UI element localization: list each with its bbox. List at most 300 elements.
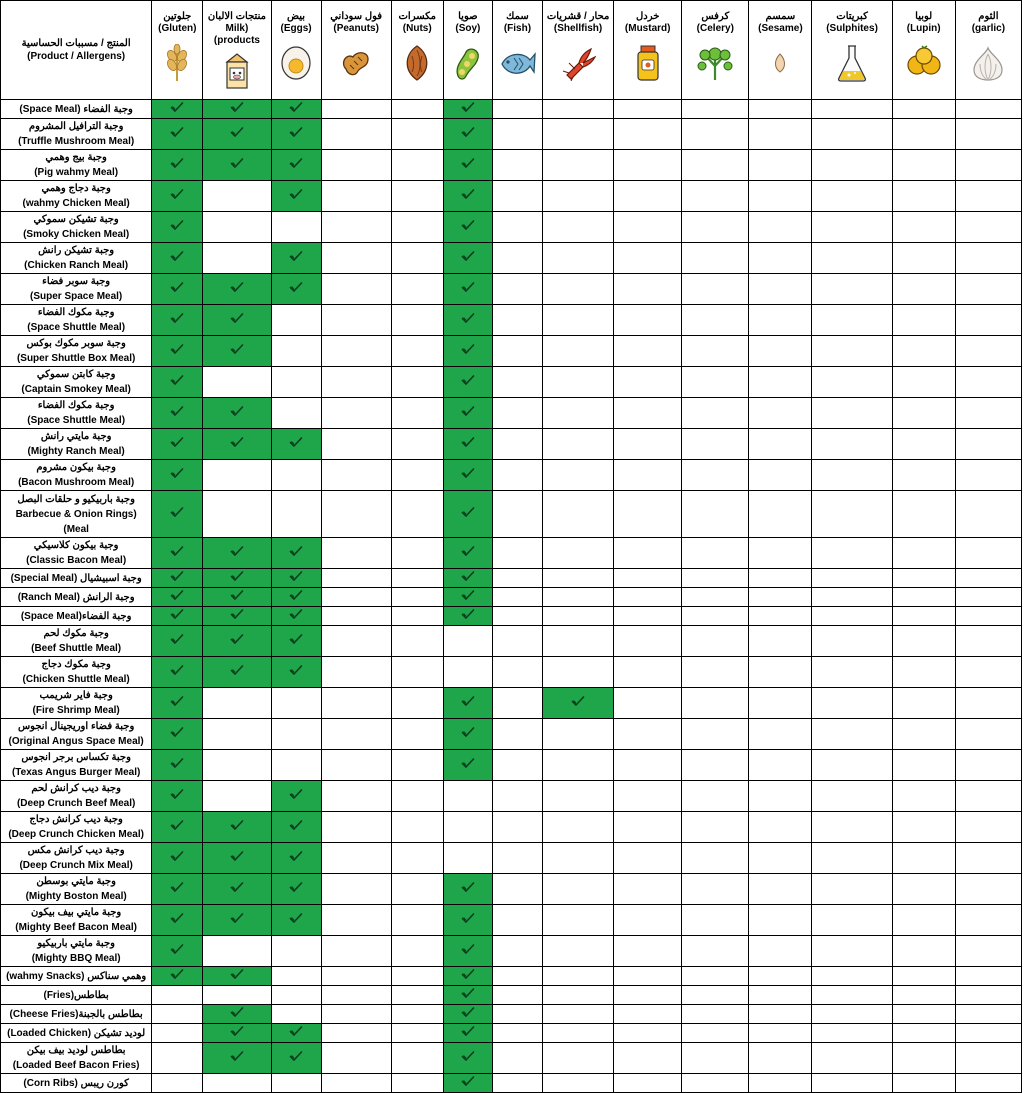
allergen-cell-fish [492,607,542,626]
allergen-cell-fish [492,1024,542,1043]
product-name-cell [1,588,152,607]
product-allergens-header [1,1,152,100]
allergen-cell-soy [443,688,492,719]
allergen-cell-peanuts [321,688,391,719]
allergen-cell-soy [443,336,492,367]
allergen-cell-soy [443,719,492,750]
allergen-cell-fish [492,812,542,843]
allergen-cell-sesame [749,1043,812,1074]
checkmark-icon [461,373,475,391]
allergen-cell-mustard [614,367,682,398]
allergen-header-fish [492,1,542,100]
allergen-cell-nuts [391,429,443,460]
product-name-line: وجبة فاير شريمب [39,690,113,701]
allergen-cell-milk [203,538,271,569]
allergen-cell-gluten [152,150,203,181]
product-name-line: (Truffle Mushroom Meal) [18,136,135,147]
allergen-cell-shellfish [543,367,614,398]
product-name-line: (Deep Crunch Beef Meal) [16,798,136,809]
allergen-cell-fish [492,119,542,150]
allergen-cell-milk [203,1043,271,1074]
allergen-cell-milk [203,967,271,986]
allergen-cell-lupin [892,967,955,986]
table-row [1,657,1022,688]
allergen-cell-soy [443,1074,492,1093]
allergen-cell-milk [203,588,271,607]
product-name-line: وجبة مكوك الفضاء [37,307,115,318]
allergen-cell-nuts [391,781,443,812]
allergen-cell-sesame [749,588,812,607]
allergen-cell-milk [203,429,271,460]
allergen-cell-milk [203,812,271,843]
allergen-cell-soy [443,967,492,986]
allergen-cell-milk [203,688,271,719]
allergen-header-milk [203,1,271,100]
product-name-line: وجبة مايتي بوسطن [36,876,116,887]
allergen-cell-nuts [391,626,443,657]
allergen-cell-sulphites [812,874,892,905]
allergen-cell-garlic [955,588,1021,607]
table-row [1,305,1022,336]
product-name-line: وجبة دجاج وهمي [41,183,111,194]
allergen-cell-lupin [892,688,955,719]
allergen-cell-eggs [271,936,321,967]
checkmark-icon [230,435,244,453]
allergen-cell-gluten [152,657,203,688]
allergen-cell-gluten [152,569,203,588]
product-name-line: (Fire Shrimp Meal) [32,705,120,716]
allergen-cell-peanuts [321,812,391,843]
product-name-line: (Chicken Ranch Meal) [24,260,129,271]
allergen-cell-celery [682,874,749,905]
checkmark-icon [461,156,475,174]
table-row [1,569,1022,588]
checkmark-icon [289,607,303,625]
allergen-cell-garlic [955,243,1021,274]
checkmark-icon [230,1049,244,1067]
product-name-line: وجبة بيج وهمي [45,152,107,163]
allergen-cell-lupin [892,905,955,936]
checkmark-icon [461,607,475,625]
allergen-cell-soy [443,212,492,243]
checkmark-icon [170,849,184,867]
allergen-cell-fish [492,588,542,607]
allergen-cell-gluten [152,212,203,243]
allergen-cell-celery [682,688,749,719]
product-name-cell [1,986,152,1005]
allergen-cell-milk [203,986,271,1005]
allergen-cell-mustard [614,150,682,181]
allergen-cell-eggs [271,212,321,243]
checkmark-icon [461,311,475,329]
allergen-cell-sesame [749,843,812,874]
allergen-cell-nuts [391,336,443,367]
product-name-line: وجبة مكوك لحم [43,628,109,639]
allergen-cell-sesame [749,905,812,936]
allergen-cell-eggs [271,750,321,781]
allergen-cell-gluten [152,491,203,538]
product-name-cell [1,626,152,657]
table-row [1,843,1022,874]
allergen-cell-eggs [271,398,321,429]
product-name-line: (Texas Angus Burger Meal) [11,767,141,778]
allergen-cell-peanuts [321,181,391,212]
allergen-cell-sulphites [812,781,892,812]
allergen-cell-eggs [271,150,321,181]
allergen-cell-nuts [391,967,443,986]
product-name-line: وجبة سوبر مكوك بوكس [26,338,126,349]
product-name-line: (Meal [63,523,89,535]
allergen-cell-fish [492,460,542,491]
allergen-cell-peanuts [321,986,391,1005]
allergen-cell-lupin [892,460,955,491]
allergen-cell-peanuts [321,1074,391,1093]
allergen-cell-mustard [614,843,682,874]
allergen-cell-soy [443,491,492,538]
allergen-cell-mustard [614,538,682,569]
checkmark-icon [170,404,184,422]
allergen-cell-shellfish [543,843,614,874]
checkmark-icon [230,849,244,867]
allergen-cell-gluten [152,305,203,336]
allergen-cell-peanuts [321,538,391,569]
product-name-cell [1,750,152,781]
table-row [1,119,1022,150]
allergen-cell-celery [682,569,749,588]
peanut-icon [334,43,378,83]
soybean-icon [446,43,490,83]
allergen-cell-mustard [614,812,682,843]
allergen-cell-milk [203,305,271,336]
allergen-cell-sulphites [812,657,892,688]
allergen-cell-soy [443,119,492,150]
allergen-cell-sesame [749,812,812,843]
allergen-cell-soy [443,750,492,781]
allergen-cell-garlic [955,750,1021,781]
allergen-cell-mustard [614,212,682,243]
allergen-cell-sulphites [812,1024,892,1043]
egg-icon [274,43,318,83]
product-name-cell [1,181,152,212]
allergen-cell-eggs [271,986,321,1005]
checkmark-icon [230,311,244,329]
allergen-cell-fish [492,719,542,750]
allergen-cell-nuts [391,100,443,119]
product-name-cell [1,719,152,750]
product-name-line: (Deep Crunch Mix Meal) [19,860,133,871]
table-row [1,243,1022,274]
allergen-cell-celery [682,967,749,986]
allergen-cell-lupin [892,626,955,657]
allergen-cell-fish [492,905,542,936]
allergen-cell-soy [443,569,492,588]
checkmark-icon [461,756,475,774]
allergen-cell-celery [682,986,749,1005]
checkmark-icon [230,632,244,650]
allergen-cell-celery [682,1005,749,1024]
table-row [1,460,1022,491]
allergen-cell-shellfish [543,491,614,538]
allergen-cell-nuts [391,398,443,429]
allergen-name-arabic: محار / قشريات [546,11,610,22]
checkmark-icon [170,280,184,298]
allergen-cell-lupin [892,212,955,243]
allergen-cell-fish [492,398,542,429]
allergen-cell-nuts [391,274,443,305]
table-row [1,429,1022,460]
product-name-line: (Smoky Chicken Meal) [23,229,130,240]
allergen-cell-shellfish [543,936,614,967]
allergen-cell-peanuts [321,626,391,657]
allergen-name-english: (Soy) [455,23,481,34]
allergen-cell-peanuts [321,936,391,967]
allergen-cell-nuts [391,1074,443,1093]
product-name-line: (Space Shuttle Meal) [27,415,126,426]
allergen-cell-celery [682,750,749,781]
checkmark-icon [289,1024,303,1042]
product-name-cell [1,100,152,119]
table-row [1,626,1022,657]
checkmark-icon [289,849,303,867]
allergen-cell-shellfish [543,460,614,491]
allergen-cell-sulphites [812,843,892,874]
allergen-cell-sesame [749,607,812,626]
allergen-cell-sulphites [812,688,892,719]
allergen-cell-soy [443,398,492,429]
allergen-cell-sesame [749,986,812,1005]
product-name-line: (Mighty Boston Meal) [25,891,127,902]
allergen-cell-gluten [152,588,203,607]
allergen-cell-eggs [271,336,321,367]
allergen-cell-celery [682,607,749,626]
allergen-name-english: (Fish) [503,23,532,34]
table-row [1,1074,1022,1093]
allergen-cell-celery [682,843,749,874]
allergen-cell-eggs [271,607,321,626]
checkmark-icon [289,156,303,174]
product-name-line: (Mighty BBQ Meal) [31,953,121,964]
product-name-line: (Bacon Mushroom Meal) [18,477,135,488]
allergen-cell-soy [443,607,492,626]
allergen-cell-garlic [955,1043,1021,1074]
product-name-line: وجبة تشيكن رانش [38,245,115,256]
allergen-cell-nuts [391,1005,443,1024]
allergen-cell-garlic [955,1074,1021,1093]
allergen-cell-soy [443,781,492,812]
allergen-cell-fish [492,150,542,181]
allergen-cell-eggs [271,305,321,336]
allergen-cell-mustard [614,781,682,812]
allergen-cell-soy [443,657,492,688]
allergen-cell-mustard [614,569,682,588]
allergen-cell-peanuts [321,1024,391,1043]
allergen-cell-shellfish [543,781,614,812]
allergen-header-eggs [271,1,321,100]
allergen-cell-celery [682,538,749,569]
allergen-cell-peanuts [321,460,391,491]
allergen-cell-soy [443,150,492,181]
allergen-cell-gluten [152,719,203,750]
checkmark-icon [170,218,184,236]
product-name-cell [1,491,152,538]
allergen-cell-sulphites [812,812,892,843]
allergen-cell-lupin [892,1005,955,1024]
allergen-cell-garlic [955,843,1021,874]
allergen-cell-peanuts [321,243,391,274]
checkmark-icon [170,505,184,523]
product-name-line: (Original Angus Space Meal) [8,736,144,747]
allergen-cell-lupin [892,398,955,429]
allergen-cell-soy [443,460,492,491]
product-name-cell [1,150,152,181]
allergen-cell-lupin [892,936,955,967]
product-name-line: وجبة مايتي بيف بيكون [31,907,122,918]
allergen-cell-lupin [892,569,955,588]
allergen-cell-milk [203,336,271,367]
allergen-cell-lupin [892,812,955,843]
table-row [1,538,1022,569]
allergen-cell-garlic [955,1005,1021,1024]
product-header-english: (Product / Allergens) [27,51,126,62]
checkmark-icon [230,607,244,625]
allergen-cell-sesame [749,538,812,569]
allergen-cell-peanuts [321,398,391,429]
checkmark-icon [289,1049,303,1067]
product-name-line: وجبة بيكون مشروم [36,462,116,473]
allergen-cell-sesame [749,305,812,336]
allergen-cell-nuts [391,212,443,243]
allergen-cell-mustard [614,398,682,429]
allergen-cell-gluten [152,688,203,719]
allergen-cell-celery [682,181,749,212]
allergen-cell-nuts [391,843,443,874]
allergen-name-english: (Lupin) [906,23,941,34]
allergen-cell-nuts [391,719,443,750]
table-row [1,936,1022,967]
checkmark-icon [170,466,184,484]
allergen-cell-peanuts [321,588,391,607]
checkmark-icon [461,249,475,267]
allergen-cell-garlic [955,491,1021,538]
checkmark-icon [170,544,184,562]
allergen-cell-garlic [955,812,1021,843]
allergen-cell-milk [203,243,271,274]
allergen-cell-shellfish [543,812,614,843]
allergen-cell-fish [492,967,542,986]
allergen-cell-milk [203,398,271,429]
allergen-cell-celery [682,100,749,119]
allergen-cell-eggs [271,491,321,538]
allergen-header-gluten [152,1,203,100]
product-name-line: بطاطس(Fries) [43,989,109,1001]
allergen-cell-lupin [892,336,955,367]
product-name-line: (Pig wahmy Meal) [34,167,119,178]
checkmark-icon [170,187,184,205]
allergen-cell-milk [203,607,271,626]
allergen-cell-mustard [614,607,682,626]
allergen-cell-garlic [955,367,1021,398]
allergen-cell-mustard [614,119,682,150]
product-name-line: وجبة تكساس برجر انجوس [21,752,131,763]
allergen-cell-shellfish [543,119,614,150]
allergen-cell-lupin [892,607,955,626]
allergen-cell-nuts [391,569,443,588]
allergen-cell-sulphites [812,538,892,569]
product-name-cell [1,367,152,398]
checkmark-icon [289,435,303,453]
table-row [1,491,1022,538]
allergen-cell-sesame [749,781,812,812]
table-row [1,719,1022,750]
allergen-cell-gluten [152,538,203,569]
allergen-cell-nuts [391,657,443,688]
allergen-cell-mustard [614,936,682,967]
allergen-cell-eggs [271,100,321,119]
allergen-cell-celery [682,398,749,429]
allergen-cell-fish [492,874,542,905]
allergen-cell-gluten [152,336,203,367]
allergen-cell-celery [682,491,749,538]
allergen-cell-sesame [749,719,812,750]
allergen-cell-milk [203,274,271,305]
almond-icon [395,43,439,83]
allergen-cell-gluten [152,243,203,274]
product-name-line: (Loaded Beef Bacon Fries) [12,1060,140,1071]
allergen-cell-nuts [391,538,443,569]
product-name-line: وجبة الترافيل المشروم [28,121,124,132]
product-name-cell [1,274,152,305]
allergen-cell-lupin [892,719,955,750]
allergen-cell-sesame [749,212,812,243]
checkmark-icon [230,125,244,143]
product-name-line: (Beef Shuttle Meal) [31,643,122,654]
allergen-name-arabic: سمك [506,11,529,22]
allergen-cell-gluten [152,874,203,905]
allergen-cell-peanuts [321,100,391,119]
allergen-cell-mustard [614,588,682,607]
product-name-cell [1,967,152,986]
allergen-cell-sesame [749,491,812,538]
allergen-cell-nuts [391,150,443,181]
allergen-cell-sesame [749,398,812,429]
allergen-cell-eggs [271,119,321,150]
checkmark-icon [170,342,184,360]
allergen-cell-garlic [955,181,1021,212]
allergen-cell-sulphites [812,588,892,607]
allergen-cell-soy [443,1024,492,1043]
allergen-cell-gluten [152,936,203,967]
allergen-cell-fish [492,429,542,460]
allergen-cell-fish [492,1043,542,1074]
allergen-cell-fish [492,688,542,719]
table-row [1,967,1022,986]
allergen-cell-celery [682,119,749,150]
allergen-cell-mustard [614,1005,682,1024]
checkmark-icon [170,967,184,985]
checkmark-icon [170,818,184,836]
allergen-header-mustard [614,1,682,100]
allergen-cell-shellfish [543,657,614,688]
allergen-cell-celery [682,781,749,812]
allergen-cell-fish [492,243,542,274]
allergen-cell-peanuts [321,657,391,688]
table-row [1,1024,1022,1043]
allergen-cell-lupin [892,588,955,607]
allergen-cell-mustard [614,750,682,781]
allergen-cell-sesame [749,874,812,905]
allergen-cell-eggs [271,719,321,750]
allergen-cell-sesame [749,460,812,491]
